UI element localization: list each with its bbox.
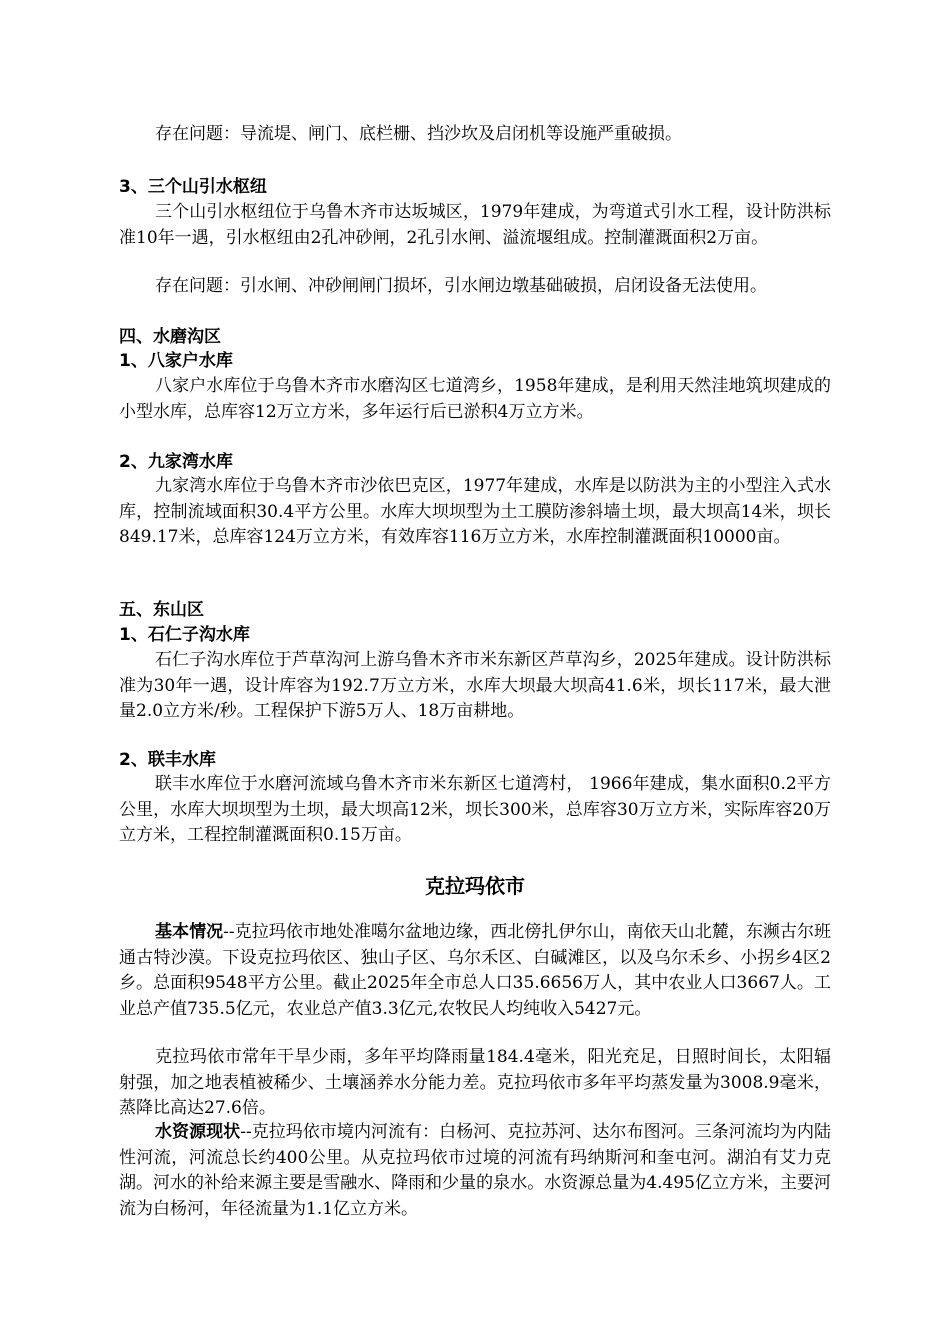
lianfeng-heading: 2、联丰水库 <box>119 750 216 770</box>
karamay-basic <box>119 920 831 1022</box>
basic-text: --克拉玛依市地处准噶尔盆地边缘，西北傍扎伊尔山，南依天山北麓，东濒古尔班通古特沙漠。下设克拉玛依区、独山子区、乌尔禾区、白碱滩区，以及乌尔禾乡、小拐乡4区2乡。总面积9548平方公里。截止2025年全市总人口35.6656万人，其中农业人口3667人。工业总产值735.5亿元，农业总产值3.3亿元,农牧民人均纯收入5427元。 <box>119 922 831 1019</box>
karamay-title: 克拉玛依市 <box>425 874 525 898</box>
water-label: 水资源现状 <box>155 1122 241 1142</box>
sanges-problem: 存在问题：引水闸、冲砂闸闸门损坏，引水闸边墩基础破损，启闭设备无法使用。 <box>155 276 767 296</box>
lianfeng-desc: 联丰水库位于水磨河流域乌鲁木齐市米东新区七道湾村， 1966年建成，集水面积0.2平方公里，水库大坝坝型为土坝，最大坝高12米，坝长300米，总库容30万立方米，实际库容20万立方米，工程控制灌溉面积0.15万亩。 <box>119 774 831 845</box>
jiujiawan-desc: 九家湾水库位于乌鲁木齐市沙依巴克区，1977年建成，水库是以防洪为主的小型注入式水库，控制流域面积30.4平方公里。水库大坝坝型为土工膜防渗斜墙土坝，最大坝高14米，坝长849.17米，总库容124万立方米，有效库容116万立方米，水库控制灌溉面积10000亩。 <box>119 476 831 547</box>
karamay-climate: 克拉玛依市常年干旱少雨，多年平均降雨量184.4毫米，阳光充足，日照时间长，太阳辐射强，加之地表植被稀少、土壤涵养水分能力差。克拉玛依市多年平均蒸发量为3008.9毫米，蒸降比高达27.6倍。 <box>119 1047 831 1118</box>
bajiahu-heading: 1、八家户水库 <box>119 351 233 371</box>
sec3-problem-text: 存在问题：导流堤、闸门、底栏栅、挡沙坎及启闭机等设施严重破损。 <box>155 124 682 144</box>
sanges-desc: 三个山引水枢纽位于乌鲁木齐市达坂城区，1979年建成，为弯道式引水工程，设计防洪标准10年一遇，引水枢纽由2孔冲砂闸，2孔引水闸、溢流堰组成。控制灌溉面积2万亩。 <box>119 202 831 248</box>
sanges-heading: 3、三个山引水枢纽 <box>119 177 267 197</box>
karamay-water <box>119 1120 831 1222</box>
shirenzigou-heading: 1、石仁子沟水库 <box>119 625 250 645</box>
dongshan-heading: 五、东山区 <box>119 600 204 620</box>
water-text: --克拉玛依市境内河流有：白杨河、克拉苏河、达尔布图河。三条河流均为内陆性河流，河流总长约400公里。从克拉玛依市过境的河流有玛纳斯河和奎屯河。湖泊有艾力克湖。河水的补给来源主要是雪融水、降雨和少量的泉水。水资源总量为4.495亿立方米，主要河流为白杨河，年径流量为1.1亿立方米。 <box>119 1122 831 1219</box>
bajiahu-desc: 八家户水库位于乌鲁木齐市水磨沟区七道湾乡，1958年建成，是利用天然洼地筑坝建成的小型水库，总库容12万立方米，多年运行后已淤积4万立方米。 <box>119 376 831 422</box>
jiujiawan-heading: 2、九家湾水库 <box>119 452 233 472</box>
shirenzigou-desc: 石仁子沟水库位于芦草沟河上游乌鲁木齐市米东新区芦草沟乡，2025年建成。设计防洪标准为30年一遇，设计库容为192.7万立方米，水库大坝最大坝高41.6米，坝长117米，最大泄量2.0立方米/秒。工程保护下游5万人、18万亩耕地。 <box>119 650 831 721</box>
basic-label: 基本情况 <box>155 922 224 942</box>
shuimogou-heading: 四、水磨沟区 <box>119 327 221 347</box>
